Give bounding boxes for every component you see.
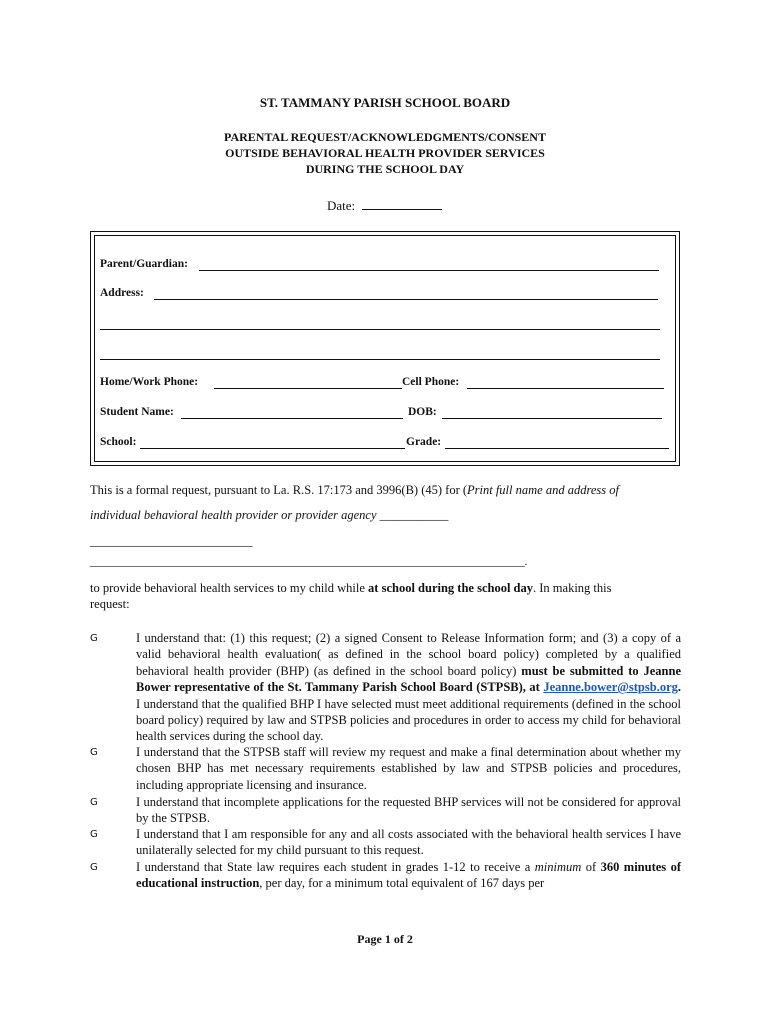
bullet-5-bold: 360 minutes of educational instruction bbox=[136, 860, 681, 891]
request-line-1 bbox=[90, 483, 619, 498]
parent-guardian-field[interactable] bbox=[199, 270, 659, 271]
student-name-field[interactable] bbox=[181, 418, 403, 419]
cell-phone-label: Cell Phone: bbox=[402, 376, 460, 388]
request-purpose-text: to provide behavioral health services to my child while bbox=[90, 581, 369, 595]
date-field[interactable] bbox=[362, 197, 442, 210]
document-title: ST. TAMMANY PARISH SCHOOL BOARD bbox=[259, 95, 511, 110]
bullet-mark-5: G bbox=[90, 862, 98, 873]
request-statute-text: This is a formal request, pursuant to La. R.S. 17:173 and 3996(B) (45) for ( bbox=[90, 483, 468, 497]
request-line-4[interactable]: _______________________________________________________________________________. bbox=[90, 556, 528, 568]
bullet-item-2: I understand that the STPSB staff will review my request and make a final determination about whether my chosen BHP has met necessary requirements established by law and STPSB policies and procedures, including appropriate licensing and insurance. bbox=[136, 745, 681, 792]
home-work-phone-field[interactable] bbox=[214, 388, 402, 389]
request-instruction-text: Print full name and address of bbox=[467, 483, 619, 497]
parent-guardian-label: Parent/Guardian: bbox=[100, 258, 188, 270]
home-work-phone-label: Home/Work Phone: bbox=[100, 376, 199, 388]
address-label: Address: bbox=[100, 287, 144, 299]
bullet-mark-4: G bbox=[90, 829, 98, 840]
grade-label: Grade: bbox=[406, 436, 442, 448]
cell-phone-field[interactable] bbox=[467, 388, 664, 389]
school-label: School: bbox=[100, 436, 137, 448]
request-line-3[interactable]: __________________________ bbox=[90, 534, 253, 548]
document-subtitle-1: PARENTAL REQUEST/ACKNOWLEDGMENTS/CONSENT bbox=[224, 130, 546, 144]
document-subtitle-3: DURING THE SCHOOL DAY bbox=[305, 162, 465, 176]
bullet-5-of: of bbox=[581, 860, 601, 874]
bullet-1-text: I understand that: (1) this request; (2) a signed Consent to Release Information form; and (3) a copy of a valid behavioral health evaluation( as defined in the school board policy) completed by a qualified behavioral health provider (BHP) (as defined in the school board policy) bbox=[136, 631, 681, 678]
page-number: Page 1 of 2 bbox=[357, 932, 413, 946]
bullet-item-5 bbox=[136, 859, 681, 892]
address-field-line-1[interactable] bbox=[154, 299, 658, 300]
dob-label: DOB: bbox=[408, 406, 437, 418]
bullet-item-3: I understand that incomplete applications for the requested BHP services will not be considered for approval by the STPSB. bbox=[136, 795, 681, 826]
bullet-5-tail: , per day, for a minimum total equivalent of 167 days per bbox=[259, 876, 545, 891]
request-line-2[interactable]: individual behavioral health provider or provider agency ___________ bbox=[90, 508, 449, 522]
email-link[interactable]: Jeanne.bower@stpsb.org bbox=[543, 680, 678, 695]
date-label: Date: bbox=[327, 198, 356, 213]
request-purpose-bold: at school during the school day bbox=[368, 581, 534, 595]
address-field-line-3[interactable] bbox=[100, 359, 660, 360]
school-field[interactable] bbox=[140, 448, 405, 449]
document-subtitle-2: OUTSIDE BEHAVIORAL HEALTH PROVIDER SERVICES bbox=[225, 146, 545, 160]
address-field-line-2[interactable] bbox=[100, 329, 660, 330]
bullet-mark-3: G bbox=[90, 797, 98, 808]
bullet-1-tail: I understand that the qualified BHP I have selected must meet additional requirements (defined in the school board policy) required by law and STPSB policies and procedures in order to access my child for behavioral health services during the school day. bbox=[136, 696, 681, 744]
request-line-5 bbox=[90, 581, 611, 596]
grade-field[interactable] bbox=[445, 448, 669, 449]
request-purpose-tail: . In making this bbox=[533, 581, 612, 595]
bullet-1-bold: must be submitted to Jeanne Bower representative of the St. Tammany Parish School Board (STPSB), at bbox=[136, 663, 681, 695]
dob-field[interactable] bbox=[442, 418, 662, 419]
bullet-item-1 bbox=[136, 630, 681, 745]
request-line-6: request: bbox=[90, 597, 130, 611]
bullet-1-period: . bbox=[677, 680, 681, 695]
date-row bbox=[327, 197, 442, 214]
bullet-5-text: I understand that State law requires each student in grades 1-12 to receive a bbox=[136, 860, 535, 874]
bullet-mark-1: G bbox=[90, 633, 98, 644]
bullet-item-4: I understand that I am responsible for any and all costs associated with the behavioral health services I have unilaterally selected for my child pursuant to this request. bbox=[136, 827, 681, 858]
student-name-label: Student Name: bbox=[100, 406, 174, 418]
bullet-5-minimum: minimum bbox=[534, 860, 582, 874]
bullet-mark-2: G bbox=[90, 747, 98, 758]
